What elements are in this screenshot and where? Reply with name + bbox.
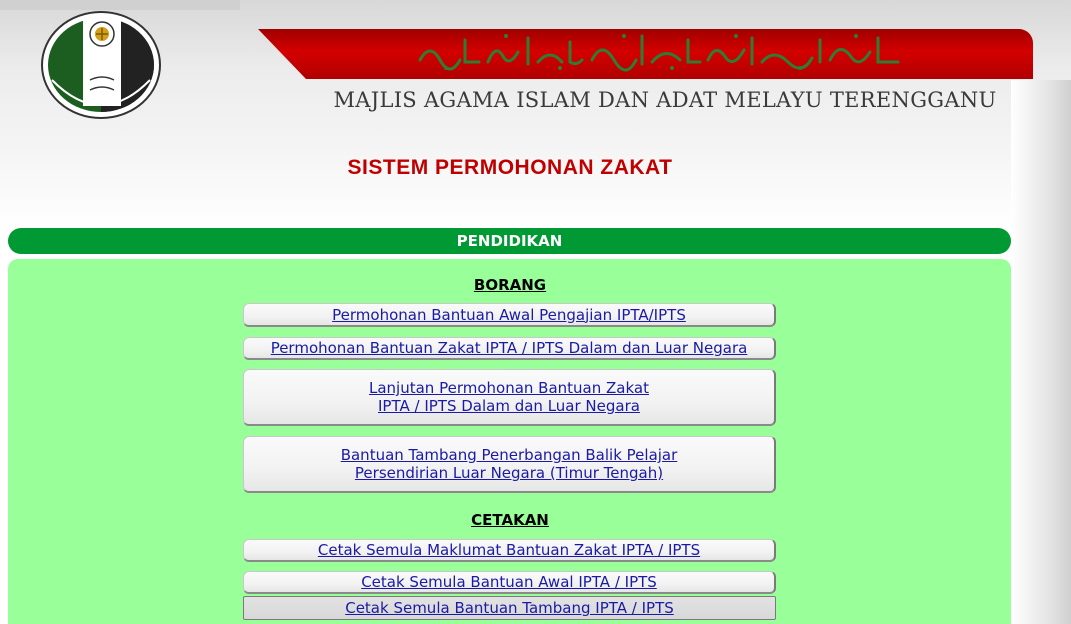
borang-item-tambang[interactable]: [243, 436, 776, 493]
section-header-pendidikan: PENDIDIKAN: [8, 228, 1011, 254]
cetakan-link-bantuan-awal[interactable]: Cetak Semula Bantuan Awal IPTA / IPTS: [361, 573, 657, 591]
page-title: SISTEM PERMOHONAN ZAKAT: [347, 156, 673, 179]
organization-name: MAJLIS AGAMA ISLAM DAN ADAT MELAYU TERENGGANU: [333, 88, 997, 112]
right-shade: [1011, 80, 1071, 624]
cetakan-heading: CETAKAN: [471, 511, 549, 529]
jawi-calligraphy-icon: [410, 30, 910, 74]
cetakan-link-tambang[interactable]: Cetak Semula Bantuan Tambang IPTA / IPTS: [345, 599, 674, 617]
borang-heading: BORANG: [473, 276, 547, 294]
cetakan-link-maklumat[interactable]: Cetak Semula Maklumat Bantuan Zakat IPTA / IPTS: [317, 541, 701, 559]
cetakan-item-bantuan-awal[interactable]: [243, 571, 776, 594]
borang-link-lanjutan[interactable]: Lanjutan Permohonan Bantuan Zakat IPTA / IPTS Dalam dan Luar Negara: [369, 379, 649, 415]
borang-link-bantuan-awal[interactable]: Permohonan Bantuan Awal Pengajian IPTA/IPTS: [332, 305, 686, 324]
borang-item-bantuan-zakat[interactable]: [243, 337, 776, 360]
cetakan-item-maklumat[interactable]: [243, 539, 776, 562]
header-tab: [0, 0, 240, 10]
maidam-logo-icon: [40, 10, 162, 120]
cetakan-item-tambang[interactable]: [243, 596, 776, 620]
borang-link-bantuan-zakat[interactable]: Permohonan Bantuan Zakat IPTA / IPTS Dalam dan Luar Negara: [270, 339, 748, 357]
borang-item-bantuan-awal[interactable]: [243, 303, 776, 327]
borang-item-lanjutan[interactable]: [243, 369, 776, 426]
borang-link-tambang[interactable]: Bantuan Tambang Penerbangan Balik Pelajar Persendirian Luar Negara (Timur Tengah): [340, 446, 678, 482]
